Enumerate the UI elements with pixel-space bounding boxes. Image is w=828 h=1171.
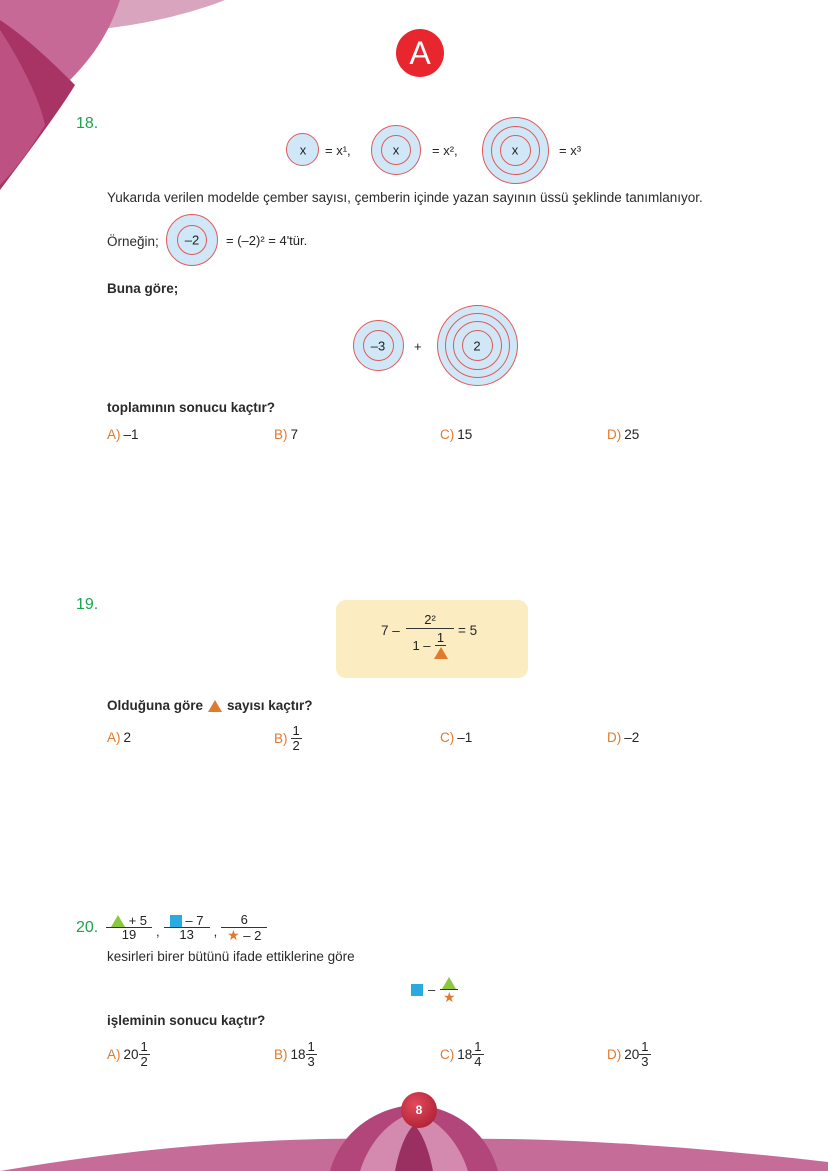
option-fraction bbox=[306, 1040, 317, 1068]
q18-description: Yukarıda verilen modelde çember sayısı, çemberin içinde yazan sayının üssü şeklinde tanımlanıyor. bbox=[107, 190, 703, 205]
model-circle-1-label: x bbox=[299, 142, 307, 158]
q19-option-a[interactable] bbox=[107, 730, 131, 745]
fraction-den: 3 bbox=[307, 1053, 315, 1069]
option-value: –1 bbox=[123, 427, 139, 442]
q19-option-c[interactable] bbox=[440, 730, 472, 745]
fraction-num: 1 bbox=[292, 723, 300, 738]
fraction-3-num: 6 bbox=[221, 913, 267, 928]
option-letter: A) bbox=[107, 427, 121, 442]
fraction-2 bbox=[166, 914, 208, 942]
q18-option-c[interactable] bbox=[440, 427, 472, 442]
model-circle-2-label: x bbox=[392, 142, 400, 158]
sum-operator: + bbox=[414, 339, 422, 354]
green-triangle-icon bbox=[111, 915, 125, 927]
model-eq-2: = x², bbox=[432, 143, 458, 158]
fraction-1 bbox=[108, 914, 150, 942]
q19-question bbox=[107, 698, 313, 713]
option-letter: B) bbox=[274, 427, 288, 442]
option-fraction bbox=[291, 724, 302, 752]
q20-option-a[interactable] bbox=[107, 1040, 150, 1068]
fraction-3-den bbox=[225, 928, 263, 943]
q18-option-a[interactable] bbox=[107, 427, 139, 442]
sum-left-label: –3 bbox=[370, 338, 386, 354]
fraction-1-num-text: + 5 bbox=[128, 912, 148, 928]
q18-number: 18. bbox=[76, 115, 99, 132]
page-number: 8 bbox=[415, 1103, 423, 1117]
fraction-3 bbox=[223, 913, 265, 942]
option-value: 25 bbox=[624, 427, 640, 442]
fraction-num: 1 bbox=[641, 1039, 649, 1054]
option-value: 2 bbox=[123, 730, 132, 745]
q19-option-b[interactable] bbox=[274, 724, 302, 752]
option-letter: A) bbox=[107, 730, 121, 745]
comma: , bbox=[213, 924, 218, 940]
q18-option-d[interactable] bbox=[607, 427, 639, 442]
option-fraction bbox=[472, 1040, 483, 1068]
fraction-2-den: 13 bbox=[179, 927, 194, 943]
option-value: –2 bbox=[624, 730, 640, 745]
q20-text: kesirleri birer bütünü ifade ettiklerine göre bbox=[107, 949, 355, 964]
buna-gore: Buna göre; bbox=[107, 281, 179, 296]
fraction-2-num bbox=[164, 914, 210, 929]
option-letter: D) bbox=[607, 427, 622, 442]
q19-question-pre: Olduğuna göre bbox=[107, 698, 203, 713]
option-fraction bbox=[139, 1040, 150, 1068]
option-letter: B) bbox=[274, 730, 288, 746]
operation-fraction bbox=[440, 975, 458, 1004]
q19-option-d[interactable] bbox=[607, 730, 639, 745]
model-circle-3-label: x bbox=[511, 142, 519, 158]
triangle-icon bbox=[434, 647, 448, 659]
option-value: –1 bbox=[457, 730, 473, 745]
q18-question: toplamının sonucu kaçtır? bbox=[107, 400, 276, 415]
triangle-icon bbox=[208, 700, 222, 712]
booklet-letter: A bbox=[409, 34, 431, 71]
q20-operation bbox=[411, 975, 458, 1004]
option-value: 15 bbox=[457, 427, 473, 442]
operation-minus: – bbox=[428, 982, 436, 998]
option-letter: C) bbox=[440, 730, 455, 745]
sum-right-label: 2 bbox=[473, 338, 481, 354]
fraction-num: 1 bbox=[474, 1039, 482, 1054]
expr-inner-num: 1 bbox=[436, 630, 445, 645]
star-icon: ★ bbox=[442, 988, 456, 1005]
green-triangle-icon bbox=[442, 977, 456, 989]
fraction-1-den: 19 bbox=[121, 927, 137, 943]
fraction-den: 3 bbox=[641, 1053, 649, 1069]
option-whole: 20 bbox=[123, 1046, 139, 1062]
q20-fractions bbox=[108, 913, 265, 942]
example-circle-label: –2 bbox=[184, 232, 200, 248]
option-whole: 18 bbox=[457, 1046, 473, 1062]
option-letter: D) bbox=[607, 730, 622, 745]
option-letter: D) bbox=[607, 1046, 622, 1062]
comma: , bbox=[156, 924, 160, 940]
expr-numerator: 2² bbox=[406, 612, 454, 629]
q19-number: 19. bbox=[76, 596, 99, 613]
fraction-2-num-text: – 7 bbox=[185, 912, 204, 928]
fraction-den: 2 bbox=[140, 1053, 148, 1069]
example-prefix: Örneğin; bbox=[107, 234, 159, 249]
option-letter: A) bbox=[107, 1046, 121, 1062]
option-letter: C) bbox=[440, 1046, 455, 1062]
blue-square-icon bbox=[170, 915, 182, 927]
option-letter: B) bbox=[274, 1046, 288, 1062]
fraction-1-num bbox=[106, 914, 152, 929]
option-whole: 18 bbox=[290, 1046, 306, 1062]
model-eq-3: = x³ bbox=[559, 143, 582, 158]
expr-left: 7 – bbox=[381, 623, 400, 638]
option-fraction bbox=[639, 1040, 650, 1068]
page-number-badge bbox=[401, 1092, 437, 1128]
blue-square-icon bbox=[411, 984, 423, 996]
example-result: = (–2)² = 4'tür. bbox=[226, 233, 308, 248]
q20-number: 20. bbox=[76, 919, 99, 936]
q19-question-post: sayısı kaçtır? bbox=[227, 698, 313, 713]
fraction-den: 4 bbox=[474, 1053, 482, 1069]
q20-question: işleminin sonucu kaçtır? bbox=[107, 1013, 266, 1028]
expr-den-left: 1 – bbox=[412, 637, 431, 653]
model-eq-1: = x¹, bbox=[325, 143, 351, 158]
q20-option-b[interactable] bbox=[274, 1040, 317, 1068]
option-value: 7 bbox=[290, 427, 299, 442]
fraction-num: 1 bbox=[140, 1039, 148, 1054]
expr-right: = 5 bbox=[458, 623, 478, 638]
star-icon: ★ bbox=[227, 926, 240, 943]
fraction-3-den-text: – 2 bbox=[243, 927, 262, 943]
option-letter: C) bbox=[440, 427, 455, 442]
q20-option-c[interactable] bbox=[440, 1040, 484, 1068]
operation-num bbox=[440, 975, 458, 990]
booklet-badge bbox=[396, 29, 444, 77]
expr-main-fraction bbox=[406, 612, 454, 659]
expr-denominator bbox=[412, 631, 447, 659]
fraction-num: 1 bbox=[307, 1039, 315, 1054]
q20-option-d[interactable] bbox=[607, 1040, 651, 1068]
q18-option-b[interactable] bbox=[274, 427, 298, 442]
top-left-petal-decoration bbox=[0, 0, 230, 200]
fraction-den: 2 bbox=[292, 737, 300, 753]
option-whole: 20 bbox=[624, 1046, 640, 1062]
